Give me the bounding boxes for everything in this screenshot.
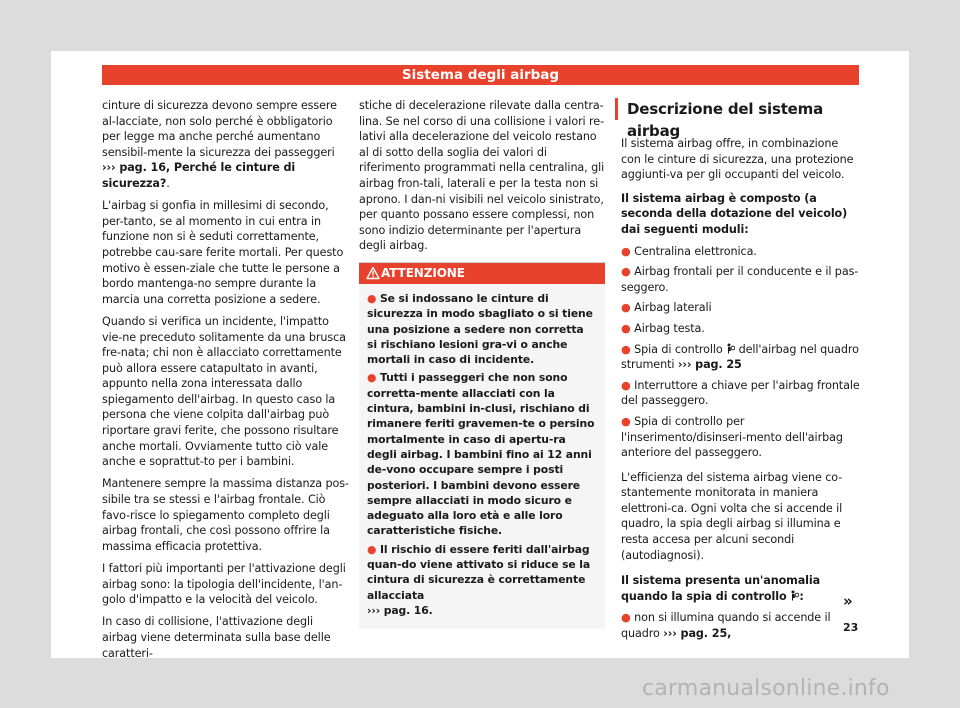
text: Interruttore a chiave per l'airbag frontale del passeggero. — [621, 378, 860, 408]
warning-body — [359, 284, 605, 629]
paragraph — [102, 98, 349, 192]
warning-item — [367, 370, 597, 538]
list-item — [621, 342, 861, 373]
list-item — [621, 610, 861, 641]
paragraph: stiche di decelerazione rilevate dalla centra-lina. Se nel corso di una collisione i valori re-lativi alla decelerazione del veicolo restano al di sotto della soglia dei valori di riferimento programmati nella centralina, gli airbag fron-tali, laterali e per la testa non si aprono. I dan-ni visibili nel veicolo sinistrato, per quanto possano essere complessi, non sono indizio determinante per l'apertura degli airbag. — [359, 99, 605, 253]
warning-item — [367, 542, 597, 618]
paragraph: L'efficienza del sistema airbag viene co-stantemente monitorata in maniera elettroni-ca. Ogni volta che si accende il quadro, la spia degli airbag si illumina e resta accesa per alcuni secondi (autodiagnosi). — [621, 470, 843, 562]
text: dell'airbag nel quadro strumenti — [621, 342, 859, 372]
list-item — [621, 378, 861, 409]
page-reference-link[interactable]: ››› pag. 25, — [663, 627, 732, 641]
section-title: Descrizione del sistema airbag — [615, 98, 861, 120]
paragraph: I fattori più importanti per l'attivazione degli airbag sono: la tipologia dell'incidente, l'an-golo d'impatto e la velocità del veicolo. — [102, 562, 346, 607]
warning-header — [359, 263, 605, 284]
warning-title: ATTENZIONE — [381, 265, 465, 280]
text: . — [166, 176, 170, 190]
continue-arrow-icon: » — [843, 592, 853, 610]
text: Il rischio di essere feriti dall'airbag quan-do viene attivato si riduce se la cintura di sicurezza è correttamente allacciata — [367, 542, 591, 602]
page-reference-link[interactable]: ››› pag. 16, Perché le cinture di sicurezza? — [102, 161, 296, 190]
bullet: ● — [367, 371, 377, 385]
column-right — [621, 98, 861, 650]
text: : — [799, 589, 804, 603]
page-reference-link[interactable]: ››› pag. 25 — [677, 358, 742, 372]
text: Il sistema presenta un'anomalia quando la spia di controllo — [621, 574, 821, 603]
page-number: 23 — [843, 621, 859, 634]
text: Tutti i passeggeri che non sono corretta-mente allacciati con la cintura, bambini in-clusi, rischiano di rimanere feriti gravemen-te o persino mortalmente in caso di apertu-ra degli airbag. I bambini fino ai 12 anni de-vono occupare sempre i posti posteriori. I bambini devono essere sempre allacciati in modo sicuro e adeguato alla loro età e alle loro caratteristiche fisiche. — [367, 371, 595, 538]
text: Centralina elettronica. — [634, 244, 757, 258]
paragraph: L'airbag si gonfia in millesimi di secondo, per-tanto, se al momento in cui entra in funzione non si è seduti correttamente, potrebbe cau-sare ferite mortali. Per questo motivo è essen-ziale che tutte le persone a bordo mantenga-no sempre durante la marcia una corretta posizione a sedere. — [102, 199, 344, 306]
list-item — [621, 244, 861, 260]
text: Se si indossano le cinture di sicurezza in modo sbagliato o si tiene una posizione a sedere non corretta si rischiano lesioni gra-vi o anche mortali in caso di incidente. — [367, 291, 593, 367]
bullet: ● — [621, 342, 631, 356]
bullet: ● — [621, 301, 631, 315]
bullet: ● — [621, 378, 631, 392]
bullet: ● — [367, 542, 377, 556]
column-left — [102, 98, 349, 668]
warning-triangle-icon — [366, 266, 380, 280]
text: non si illumina quando si accende il quadro — [621, 611, 831, 641]
warning-box — [359, 262, 605, 629]
warning-item — [367, 291, 597, 367]
paragraph: Quando si verifica un incidente, l'impatto vie-ne preceduto solitamente da una brusca fre-nata; chi non è allacciato correttamente può allora essere catapultato in avanti, appunto nella zona interessata dallo spiegamento dell'airbag. In questo caso la persona che viene colpita dall'airbag può riportare gravi ferite, che possono risultare anche mortali. Ovviamente tutto ciò vale anche e soprattut-to per i bambini. — [102, 314, 346, 469]
watermark: carmanualsonline.info — [642, 676, 890, 701]
page-reference-link[interactable]: ››› pag. 16. — [367, 603, 433, 617]
text: Airbag frontali per il conducente e il pas-seggero. — [621, 265, 859, 294]
text: Airbag testa. — [634, 321, 705, 335]
bullet: ● — [621, 611, 631, 625]
bullet: ● — [621, 321, 631, 335]
bullet: ● — [621, 244, 631, 258]
subheading: Il sistema airbag è composto (a seconda della dotazione del veicolo) dai seguenti moduli: — [621, 191, 848, 236]
bullet: ● — [621, 265, 631, 279]
list-item — [621, 321, 861, 337]
text: Spia di controllo per l'inserimento/disinseri-mento dell'airbag anteriore del passeggero. — [621, 414, 843, 460]
airbag-warning-icon — [726, 343, 735, 354]
text: Spia di controllo — [634, 342, 727, 356]
bullet: ● — [367, 291, 377, 305]
list-item — [621, 300, 861, 316]
paragraph: Il sistema airbag offre, in combinazione con le cinture di sicurezza, una protezione aggiunti-va per gli occupanti del veicolo. — [621, 137, 854, 182]
text: Airbag laterali — [634, 301, 712, 315]
airbag-warning-icon — [790, 590, 799, 601]
text: cinture di sicurezza devono sempre essere al-lacciate, non solo perché è obbligatorio per legge ma anche perché aumentano sensibil-mente la sicurezza dei passeggeri — [102, 99, 337, 159]
paragraph: In caso di collisione, l'attivazione degli airbag viene determinata sulla base delle caratteri- — [102, 615, 331, 660]
paragraph: Mantenere sempre la massima distanza pos-sibile tra se stessi e l'airbag frontale. Ciò favo-risce lo spiegamento completo degli airbag frontali, che così possono offrire la massima efficacia protettiva. — [102, 477, 349, 553]
column-middle — [359, 98, 605, 629]
section-header: Sistema degli airbag — [102, 65, 859, 85]
subheading — [621, 573, 861, 604]
list-item — [621, 264, 861, 295]
bullet: ● — [621, 414, 631, 428]
list-item — [621, 414, 861, 461]
